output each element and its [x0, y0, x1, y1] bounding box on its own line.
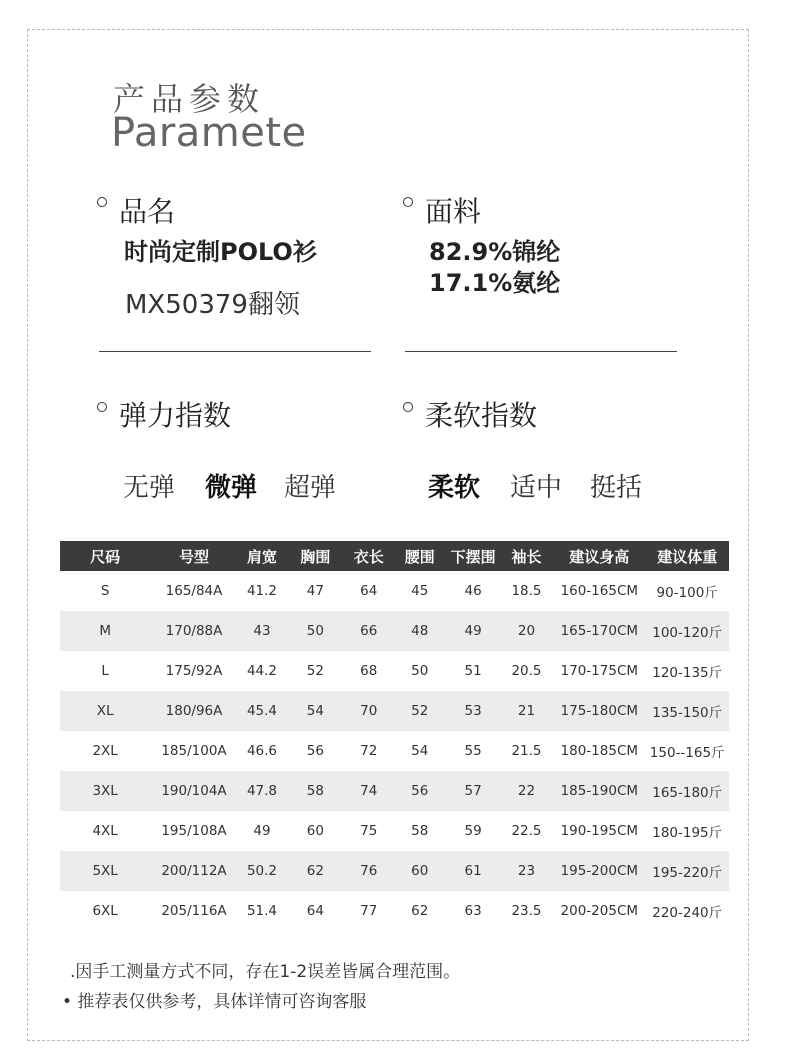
column-header: 尺码: [60, 541, 150, 571]
table-cell: 62: [286, 851, 344, 891]
table-cell: 68: [360, 663, 378, 679]
table-row: [60, 891, 729, 931]
table-cell: 18.5: [511, 583, 542, 599]
table-row: [60, 571, 729, 611]
table-cell: 22.5: [511, 823, 542, 839]
table-row: [60, 651, 729, 691]
divider-left: [99, 351, 371, 352]
table-cell: 60: [306, 823, 324, 839]
table-cell: 3XL: [60, 771, 150, 811]
table-cell: 50.2: [238, 851, 287, 891]
table-cell: 200/112A: [150, 851, 237, 891]
fabric-line2: 17.1%氨纶: [429, 269, 561, 297]
column-header: 肩宽: [238, 541, 287, 571]
table-cell: 200-205CM: [560, 903, 639, 919]
table-cell: 205/116A: [161, 903, 227, 919]
table-cell: M: [60, 611, 150, 651]
table-cell: 135-150斤: [645, 691, 729, 731]
table-cell: 21.5: [511, 743, 542, 759]
elasticity-option-super: 超弹: [284, 473, 337, 503]
table-cell: 53: [446, 691, 499, 731]
product-name-label: 品名: [119, 195, 176, 228]
table-cell: 21: [500, 691, 553, 731]
column-header: 袖长: [500, 541, 553, 571]
table-row: [60, 771, 729, 811]
table-cell: 41.2: [246, 583, 277, 599]
table-cell: 50: [411, 663, 429, 679]
table-cell: 57: [446, 771, 499, 811]
table-cell: 51.4: [246, 903, 277, 919]
bullet-icon: [403, 197, 413, 207]
column-header: 胸围: [286, 541, 344, 571]
table-cell: 180/96A: [150, 691, 237, 731]
table-cell: 56: [393, 771, 446, 811]
table-cell: 6XL: [92, 903, 118, 919]
product-name-line2: MX50379翻领: [125, 290, 300, 320]
table-cell: 56: [306, 743, 324, 759]
size-table: [60, 541, 729, 931]
table-cell: 45.4: [238, 691, 287, 731]
table-cell: 5XL: [60, 851, 150, 891]
table-cell: S: [100, 583, 110, 599]
table-cell: 22: [500, 771, 553, 811]
table-cell: 43: [238, 611, 287, 651]
page-title-en: Paramete: [111, 110, 307, 156]
bullet-icon: [97, 197, 107, 207]
table-cell: 2XL: [92, 743, 118, 759]
table-cell: 190/104A: [150, 771, 237, 811]
column-header: 衣长: [345, 541, 394, 571]
table-cell: 52: [306, 663, 324, 679]
table-cell: 75: [360, 823, 378, 839]
table-cell: 120-135斤: [652, 665, 723, 681]
table-header-row: [60, 541, 729, 571]
table-cell: 54: [411, 743, 429, 759]
table-cell: 44.2: [246, 663, 277, 679]
page-title-cn: 产品参数: [113, 80, 266, 118]
column-header: 建议体重: [645, 541, 729, 571]
bullet-icon: [97, 402, 107, 412]
table-cell: 23: [500, 851, 553, 891]
table-cell: 51: [464, 663, 482, 679]
column-header: 号型: [150, 541, 237, 571]
softness-option-stiff: 挺括: [590, 473, 643, 503]
table-cell: 46: [464, 583, 482, 599]
table-cell: 180-185CM: [560, 743, 639, 759]
table-cell: 20: [500, 611, 553, 651]
table-cell: 45: [411, 583, 429, 599]
table-cell: 185-190CM: [553, 771, 645, 811]
table-cell: 47: [306, 583, 324, 599]
table-cell: 170-175CM: [560, 663, 639, 679]
table-cell: 47.8: [238, 771, 287, 811]
table-cell: 220-240斤: [652, 905, 723, 921]
table-cell: 180-195斤: [652, 825, 723, 841]
table-cell: 64: [360, 583, 378, 599]
table-cell: 165-180斤: [645, 771, 729, 811]
divider-right: [405, 351, 677, 352]
table-row: [60, 731, 729, 771]
table-cell: 160-165CM: [560, 583, 639, 599]
note-reference: • 推荐表仅供参考，具体详情可咨询客服: [62, 992, 367, 1012]
table-cell: 46.6: [246, 743, 277, 759]
elasticity-label: 弹力指数: [119, 399, 232, 432]
table-cell: 50: [286, 611, 344, 651]
table-cell: 58: [411, 823, 429, 839]
table-cell: 195-200CM: [553, 851, 645, 891]
table-row: [60, 851, 729, 891]
table-cell: 175-180CM: [553, 691, 645, 731]
table-cell: 58: [286, 771, 344, 811]
table-cell: 76: [345, 851, 394, 891]
softness-option-medium: 适中: [510, 473, 563, 503]
table-body: [60, 571, 729, 931]
note-measurement: .因手工测量方式不同，存在1-2误差皆属合理范围。: [70, 962, 461, 982]
table-cell: 100-120斤: [645, 611, 729, 651]
table-cell: 185/100A: [161, 743, 227, 759]
column-header: 下摆围: [446, 541, 499, 571]
table-cell: 48: [393, 611, 446, 651]
table-cell: 62: [411, 903, 429, 919]
table-cell: 23.5: [511, 903, 542, 919]
table-cell: XL: [60, 691, 150, 731]
table-cell: 49: [446, 611, 499, 651]
table-cell: 90-100斤: [656, 585, 718, 601]
column-header: 腰围: [393, 541, 446, 571]
table-row: [60, 611, 729, 651]
elasticity-option-slight: 微弹: [205, 473, 258, 503]
table-cell: 170/88A: [150, 611, 237, 651]
table-cell: 20.5: [511, 663, 542, 679]
table-cell: 64: [306, 903, 324, 919]
table-cell: 52: [393, 691, 446, 731]
table-cell: 150--165斤: [649, 745, 725, 761]
bullet-icon: [403, 402, 413, 412]
fabric-label: 面料: [425, 195, 482, 228]
table-cell: 63: [464, 903, 482, 919]
table-cell: 4XL: [92, 823, 118, 839]
table-row: [60, 691, 729, 731]
table-cell: 54: [286, 691, 344, 731]
table-cell: 61: [446, 851, 499, 891]
table-cell: 70: [345, 691, 394, 731]
table-cell: 190-195CM: [560, 823, 639, 839]
table-cell: 165/84A: [165, 583, 223, 599]
table-cell: 55: [464, 743, 482, 759]
table-cell: 165-170CM: [553, 611, 645, 651]
table-cell: 72: [360, 743, 378, 759]
column-header: 建议身高: [553, 541, 645, 571]
table-cell: 195/108A: [161, 823, 227, 839]
table-row: [60, 811, 729, 851]
table-cell: 195-220斤: [645, 851, 729, 891]
table-cell: 77: [360, 903, 378, 919]
elasticity-option-none: 无弹: [123, 473, 176, 503]
table-cell: L: [101, 663, 109, 679]
table-cell: 175/92A: [165, 663, 223, 679]
softness-option-soft: 柔软: [428, 473, 481, 503]
fabric-line1: 82.9%锦纶: [429, 238, 561, 266]
table-cell: 49: [253, 823, 271, 839]
table-cell: 60: [393, 851, 446, 891]
table-cell: 59: [464, 823, 482, 839]
table-cell: 66: [345, 611, 394, 651]
softness-label: 柔软指数: [425, 399, 538, 432]
product-name-line1: 时尚定制POLO衫: [124, 238, 317, 266]
table-cell: 74: [345, 771, 394, 811]
